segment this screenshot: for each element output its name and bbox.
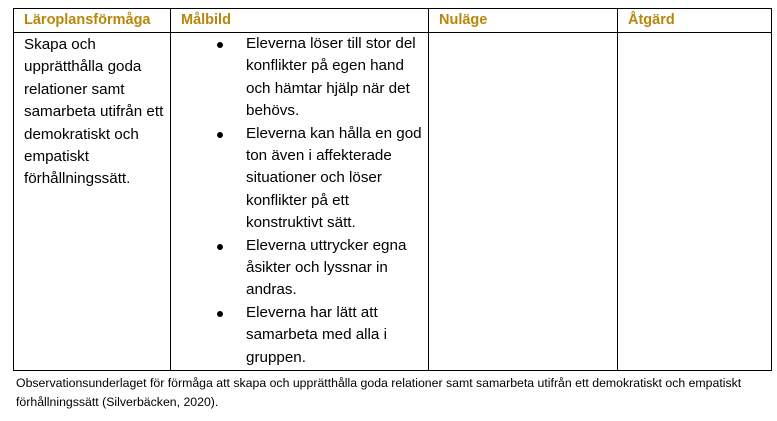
table-row	[14, 33, 772, 371]
header-atgard: Åtgärd	[618, 9, 772, 33]
cell-atgard	[618, 33, 772, 371]
malbild-item-text: Eleverna uttrycker egna åsikter och lyssnar in andras.	[246, 236, 407, 299]
malbild-list	[176, 33, 428, 369]
laroplansformaga-text: Skapa och upprätthålla goda relationer samt samarbeta utifrån ett demokratiskt och empatiskt förhållningssätt.	[24, 36, 164, 188]
observation-table	[13, 8, 772, 371]
list-item	[176, 33, 428, 123]
malbild-item-text: Eleverna kan hålla en god ton även i affekterade situationer och löser konflikter på ett konstruktivt sätt.	[246, 124, 422, 232]
bullet-icon	[217, 311, 223, 317]
malbild-item-text: Eleverna har lätt att samarbeta med alla i gruppen.	[246, 303, 387, 366]
list-item	[176, 123, 428, 235]
table-header-row	[14, 9, 772, 33]
list-item	[176, 302, 428, 369]
bullet-icon	[217, 244, 223, 250]
malbild-item-text: Eleverna löser till stor del konflikter på egen hand och hämtar hjälp när det behövs.	[246, 35, 416, 120]
bullet-icon	[217, 132, 223, 138]
header-malbild: Målbild	[171, 9, 429, 33]
table-caption: Observationsunderlaget för förmåga att skapa och upprätthålla goda relationer samt samarbeta utifrån ett demokratiskt och empatiskt förhållningssätt (Silverbäcken, 2020).	[16, 376, 742, 409]
list-item	[176, 235, 428, 302]
cell-malbild	[171, 33, 429, 371]
cell-nulage	[429, 33, 618, 371]
cell-laroplansformaga	[14, 33, 171, 371]
header-laroplansformaga: Läroplansförmåga	[14, 9, 171, 33]
header-nulage: Nuläge	[429, 9, 618, 33]
bullet-icon	[217, 42, 223, 48]
